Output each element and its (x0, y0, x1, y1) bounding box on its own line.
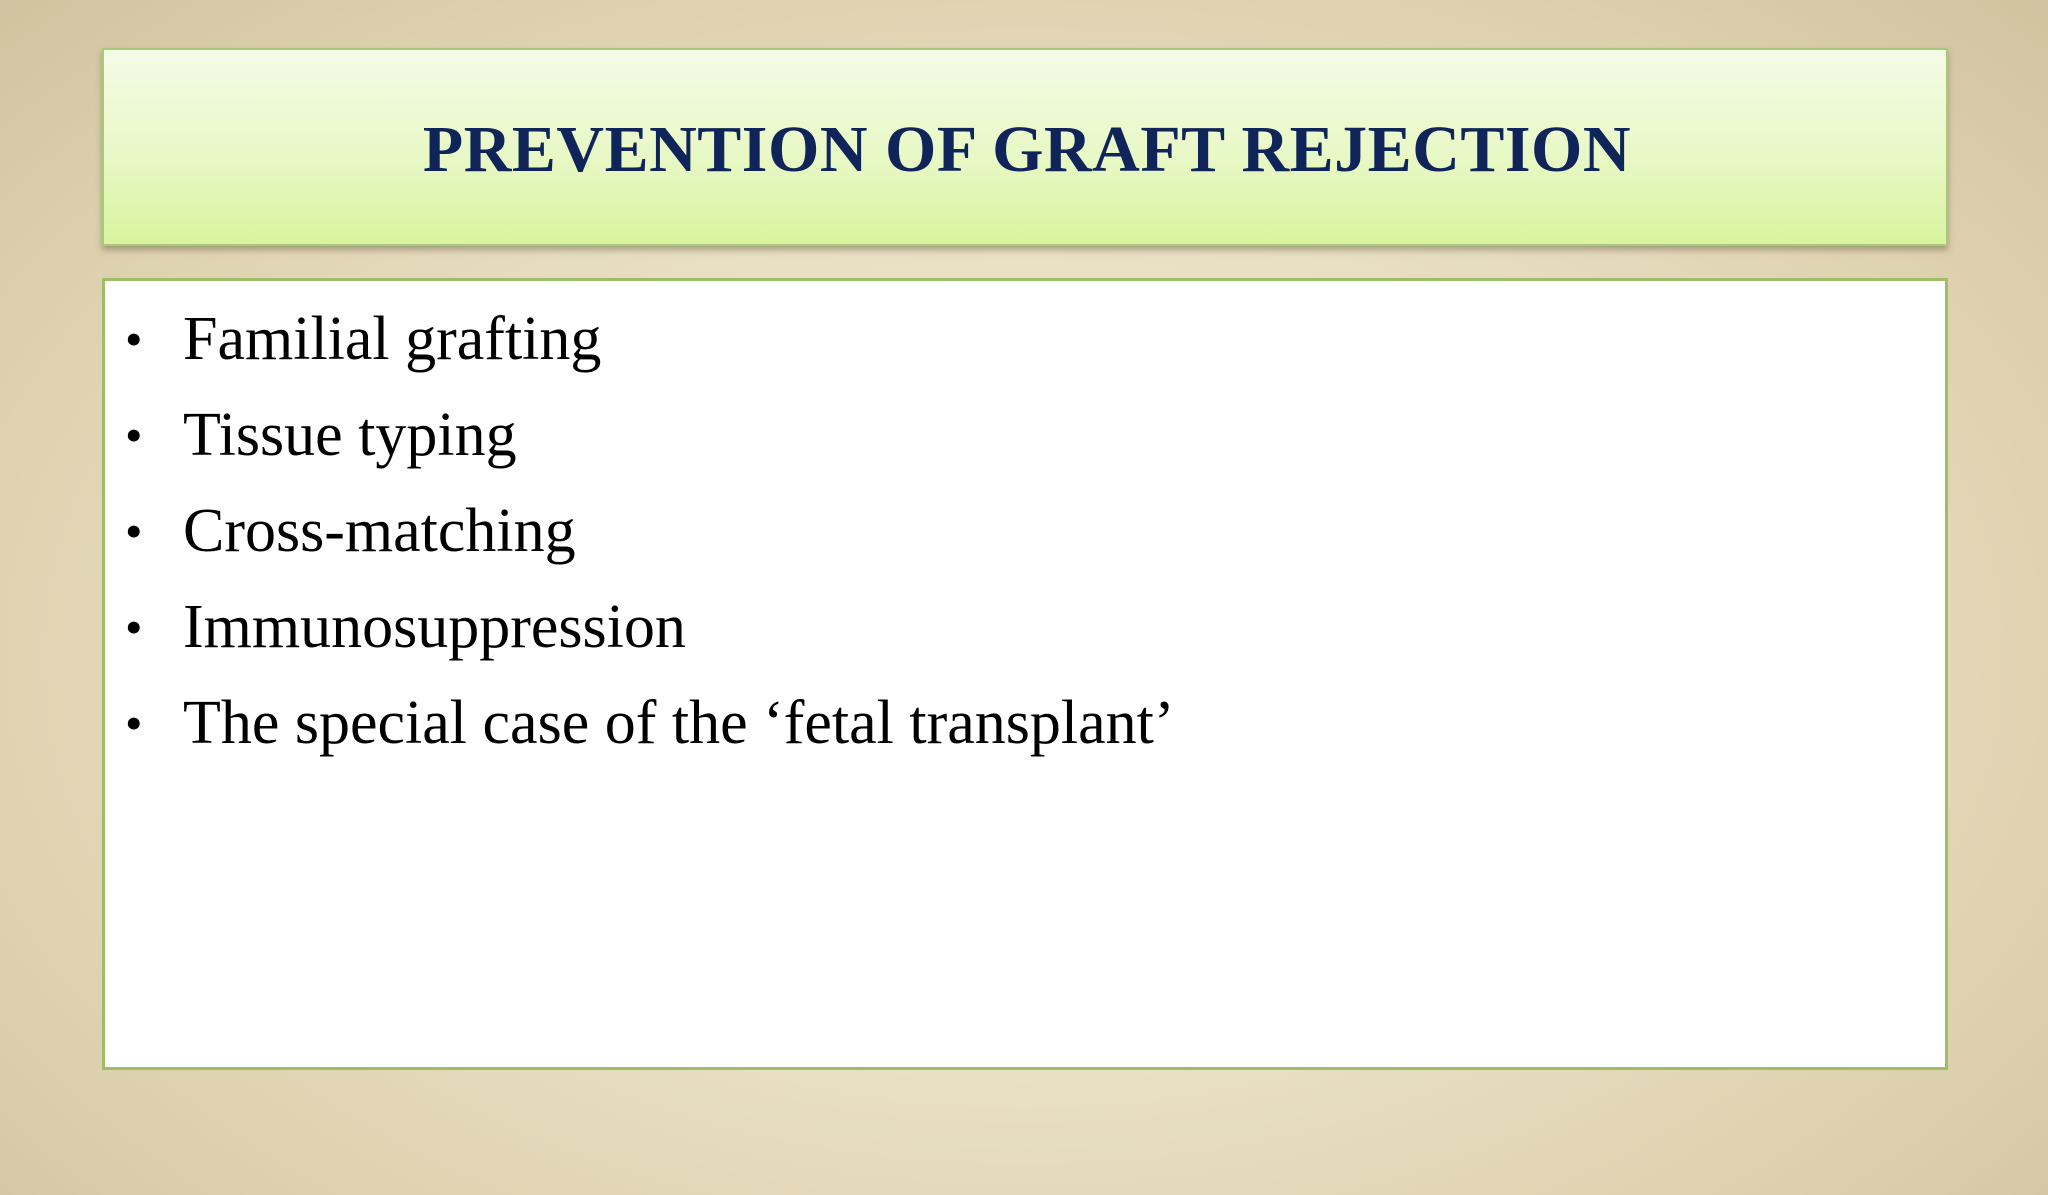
bullet-icon: • (125, 503, 143, 559)
list-item (105, 675, 1175, 771)
content-panel (102, 278, 1948, 1070)
bullet-icon: • (125, 407, 143, 463)
title-banner (102, 48, 1948, 246)
bullet-icon: • (125, 599, 143, 655)
list-item (105, 579, 686, 675)
list-item-text: Immunosuppression (183, 592, 686, 661)
bullet-icon: • (125, 311, 143, 367)
bullet-icon: • (125, 695, 143, 751)
list-item (105, 483, 576, 579)
slide-title: PREVENTION OF GRAFT REJECTION (422, 113, 1632, 186)
list-item (105, 291, 601, 387)
list-item-text: The special case of the ‘fetal transplant’ (183, 688, 1175, 757)
list-item-text: Familial grafting (183, 304, 602, 373)
list-item-text: Tissue typing (183, 400, 517, 469)
list-item (105, 387, 517, 483)
list-item-text: Cross-matching (183, 496, 576, 565)
